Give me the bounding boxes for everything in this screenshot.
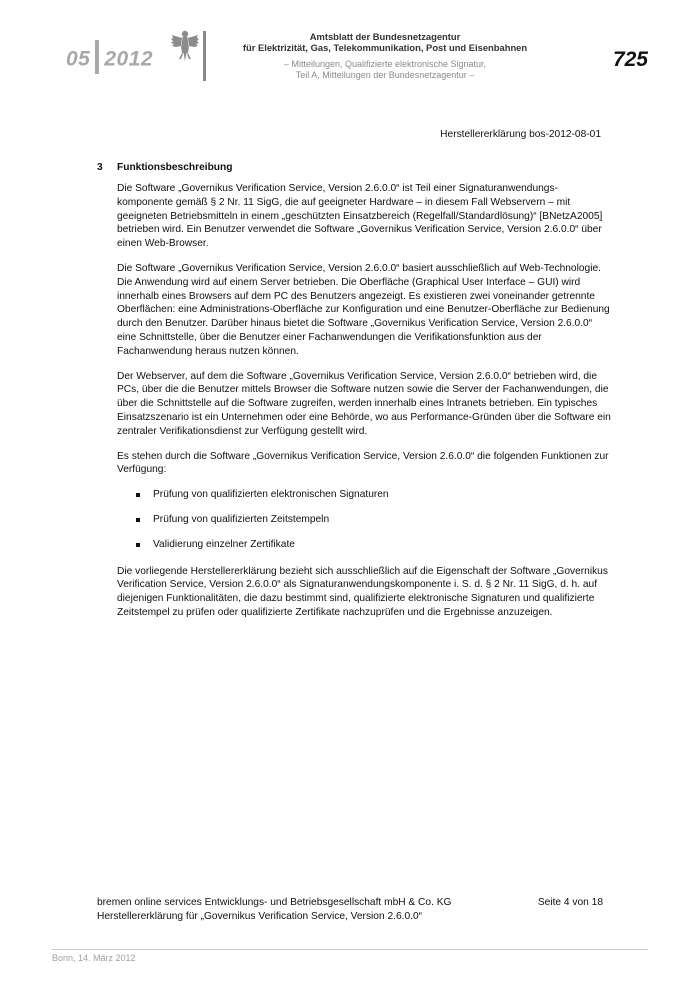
list-item: Validierung einzelner Zertifikate: [117, 538, 612, 552]
closing-paragraph: Die vorliegende Herstellererklärung bezieht sich ausschließlich auf die Eigenschaft der Software „Governikus Verification Service, Version 2.6.0.0“ als Signaturanwendungskomponente i. S. d. § 2 Nr. 11 SigG, d. h. auf diejenigen Funktionalitäten, die dazu bestimmt sind, qualifizierte elektronische Signaturen und qualifizierte Zeitstempel zu prüfen oder qualifizierte Zertifikate nachzuprüfen und die Ergebnisse anzuzeigen.: [117, 565, 608, 618]
header-divider: [203, 31, 206, 81]
gazette-subtitle-line1: – Mitteilungen, Qualifizierte elektronische Signatur,: [283, 59, 487, 69]
section-heading: [97, 162, 232, 173]
issue-number: 05: [66, 47, 91, 71]
paragraph: Der Webserver, auf dem die Software „Governikus Verification Service, Version 2.6.0.0“ betrieben wird, die PCs, über die die Benutzer mittels Browser die Software nutzen sowie die Server der Fachanwendungen, die über die Schnittstelle auf die Software zugreifen, werden innerhalb eines Intranets betrieben. Ein typisches Einsatzszenario ist ein Unternehmen oder eine Behörde, wo aus Performance-Gründen über die Software ein zentraler Verifikationsdienst zur Verfügung gestellt wird.: [117, 370, 611, 437]
footer-page-of: Seite 4 von 18: [537, 897, 603, 908]
function-list: [117, 488, 612, 551]
page-footer: [97, 896, 603, 924]
section-body: [117, 182, 612, 631]
issue-separator: [95, 40, 99, 74]
list-item: Prüfung von qualifizierten Zeitstempeln: [117, 513, 612, 527]
paragraph: Es stehen durch die Software „Governikus Verification Service, Version 2.6.0.0“ die folgenden Funktionen zur Verfügung:: [117, 450, 609, 476]
section-title: Funktionsbeschreibung: [117, 162, 233, 173]
gazette-title-line2: für Elektrizität, Gas, Telekommunikation, Post und Eisenbahnen: [242, 42, 528, 53]
page-number: 725: [612, 48, 648, 71]
footer-date: Bonn, 14. März 2012: [52, 953, 136, 963]
footer-rule: [52, 949, 648, 950]
gazette-title-line1: Amtsblatt der Bundesnetzagentur: [309, 31, 461, 42]
gazette-subtitle: [215, 59, 555, 81]
footer-declaration: Herstellererklärung für „Governikus Verification Service, Version 2.6.0.0“: [97, 911, 423, 922]
list-item: Prüfung von qualifizierten elektronischen Signaturen: [117, 488, 612, 502]
federal-eagle-icon: [170, 28, 200, 66]
footer-company: bremen online services Entwicklungs- und Betriebsgesellschaft mbH & Co. KG: [97, 897, 452, 908]
paragraph: Die Software „Governikus Verification Service, Version 2.6.0.0“ basiert ausschließlich auf Web-Technologie. Die Anwendung wird auf einem Server betrieben. Die Oberfläche (Graphical User Interface – GUI) wird innerhalb eines Browsers auf dem PC des Benutzers angezeigt. Es existieren zwei voneinander getrennte Oberflächen: eine Administrations-Oberfläche zur Konfiguration und eine Benutzer-Oberfläche zur Bedienung durch den Benutzer. Darüber hinaus bietet die Software „Governikus Verification Service, Version 2.6.0.0“ eine Schnittstelle, über die Benutzer einer Fachanwendungen die Verifikationsfunktion aus der Fachanwendung heraus nutzen können.: [117, 262, 610, 357]
gazette-title: [215, 31, 555, 53]
document-reference: Herstellererklärung bos-2012-08-01: [440, 129, 601, 140]
gazette-subtitle-line2: Teil A, Mitteilungen der Bundesnetzagentur –: [295, 70, 475, 80]
issue-year: 2012: [104, 47, 154, 71]
section-number: 3: [97, 162, 103, 173]
paragraph: Die Software „Governikus Verification Service, Version 2.6.0.0“ ist Teil einer Signaturanwendungs-komponente gemäß § 2 Nr. 11 SigG, die auf geeigneter Hardware – in diesem Fall Webservern – mit geeigneten Betriebsmitteln in einem „geschützten Einsatzbereich (Regelfall/Standardlösung)“ [BNetzA2005] betrieben wird. Ein Benutzer verwendet die Software „Governikus Verification Service, Version 2.6.0.0“ über einen Web-Browser.: [117, 183, 603, 250]
issue-label: [66, 46, 153, 74]
